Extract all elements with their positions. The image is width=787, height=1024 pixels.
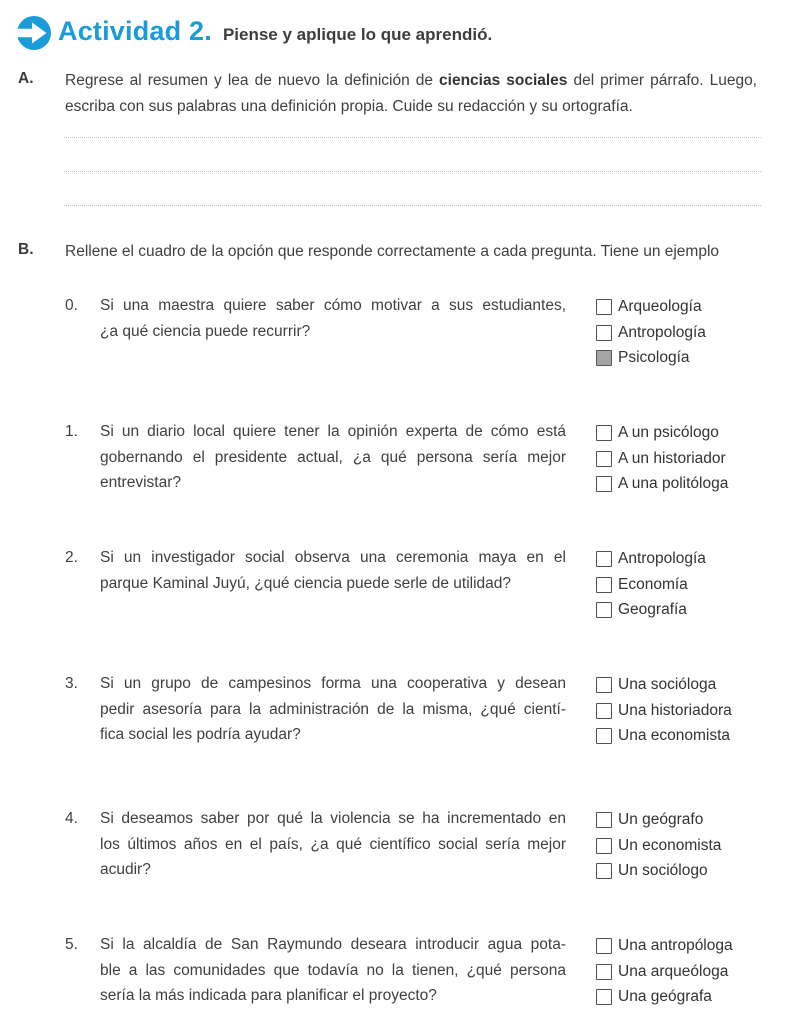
- checkbox-icon[interactable]: [596, 677, 612, 693]
- option-label: Una economista: [618, 727, 731, 745]
- answer-line[interactable]: [64, 171, 761, 172]
- section-a-line-2: escriba con sus palabras una definición propia. Cuide su redacción y su ortografía.: [65, 97, 633, 115]
- question-number: 1.: [65, 423, 78, 440]
- question-text: Si una maestra quiere saber cómo motivar a sus estudiantes, ¿a qué ciencia puede recurrir?: [100, 297, 566, 340]
- option-row: [596, 446, 728, 472]
- bold-term: ciencias sociales: [439, 72, 568, 89]
- question-text: Si un grupo de campesinos forma una cooperativa y desean pedir asesoría para la administración de la misma, ¿qué cientí- fica social les podría ayudar?: [100, 675, 566, 743]
- options-list: [596, 546, 706, 623]
- option-label: Una arqueóloga: [618, 962, 729, 980]
- checkbox-icon[interactable]: [596, 863, 612, 879]
- checkbox-icon[interactable]: [596, 350, 612, 366]
- checkbox-icon[interactable]: [596, 577, 612, 593]
- answer-line[interactable]: [64, 205, 761, 206]
- option-row: [596, 698, 732, 724]
- checkbox-icon[interactable]: [596, 938, 612, 954]
- question-text: Si la alcaldía de San Raymundo deseara introducir agua pota- ble a las comunidades que todavía no la tienen, ¿qué persona sería la más indicada para planificar el proyecto?: [100, 936, 566, 1004]
- question-number: 0.: [65, 297, 78, 314]
- section-b-instruction: Rellene el cuadro de la opción que responde correctamente a cada pregunta. Tiene un ejemplo: [65, 243, 720, 260]
- checkbox-icon[interactable]: [596, 703, 612, 719]
- option-row: [596, 597, 706, 623]
- checkbox-icon[interactable]: [596, 425, 612, 441]
- option-label: Un geógrafo: [618, 810, 704, 828]
- option-row: [596, 723, 732, 749]
- question-number: 2.: [65, 549, 78, 566]
- option-row: [596, 984, 733, 1010]
- option-row: [596, 672, 732, 698]
- checkbox-icon[interactable]: [596, 812, 612, 828]
- section-b-label: B.: [18, 241, 34, 258]
- checkbox-icon[interactable]: [596, 838, 612, 854]
- option-row: [596, 420, 728, 446]
- checkbox-icon[interactable]: [596, 551, 612, 567]
- options-list: [596, 807, 721, 884]
- question-text: Si deseamos saber por qué la violencia se ha incrementado en los últimos años en el país, ¿a qué científico social sería mejor acudir?: [100, 810, 566, 878]
- checkbox-icon[interactable]: [596, 989, 612, 1005]
- option-label: Antropología: [618, 549, 706, 567]
- question-number: 5.: [65, 936, 78, 953]
- option-label: A un psicólogo: [618, 423, 719, 441]
- checkbox-icon[interactable]: [596, 299, 612, 315]
- checkbox-icon[interactable]: [596, 964, 612, 980]
- option-label: Un economista: [618, 836, 722, 854]
- activity-title: Actividad 2.: [58, 16, 212, 46]
- option-label: Una historiadora: [618, 701, 732, 719]
- option-row: [596, 546, 706, 572]
- option-label: Geografía: [618, 601, 687, 619]
- option-label: Psicología: [618, 349, 690, 367]
- options-list: [596, 672, 732, 749]
- option-row: [596, 833, 721, 859]
- checkbox-icon[interactable]: [596, 602, 612, 618]
- option-row: [596, 345, 706, 371]
- option-label: Una geógrafa: [618, 988, 712, 1006]
- activity-header: [17, 16, 492, 50]
- section-a-label: A.: [18, 70, 34, 87]
- option-row: [596, 471, 728, 497]
- checkbox-icon[interactable]: [596, 451, 612, 467]
- option-row: [596, 807, 721, 833]
- checkbox-icon[interactable]: [596, 728, 612, 744]
- option-label: Un sociólogo: [618, 862, 708, 880]
- question-number: 4.: [65, 810, 78, 827]
- question-number: 3.: [65, 675, 78, 692]
- section-a-paragraph: [65, 68, 757, 119]
- activity-subtitle: Piense y aplique lo que aprendió.: [222, 25, 493, 44]
- option-row: [596, 294, 706, 320]
- options-list: [596, 420, 728, 497]
- option-label: Economía: [618, 575, 688, 593]
- option-row: [596, 320, 706, 346]
- option-row: [596, 933, 733, 959]
- option-label: Una antropóloga: [618, 936, 733, 954]
- option-label: A una politóloga: [618, 475, 729, 493]
- options-list: [596, 294, 706, 371]
- option-label: Arqueología: [618, 297, 702, 315]
- circle-arrow-right-icon: [17, 16, 51, 50]
- option-label: Antropología: [618, 323, 706, 341]
- question-text: Si un diario local quiere tener la opinión experta de cómo está gobernando el presidente actual, ¿a qué persona sería mejor entrevistar?: [100, 423, 566, 491]
- option-row: [596, 572, 706, 598]
- answer-line[interactable]: [64, 137, 761, 138]
- options-list: [596, 933, 733, 1010]
- option-label: A un historiador: [618, 449, 726, 467]
- option-label: Una socióloga: [618, 675, 717, 693]
- question-text: Si un investigador social observa una ceremonia maya en el parque Kaminal Juyú, ¿qué ciencia puede serle de utilidad?: [100, 549, 566, 592]
- option-row: [596, 959, 733, 985]
- section-a-line-1: Regrese al resumen y lea de nuevo la definición de ciencias sociales del primer párrafo. Luego,: [65, 72, 757, 89]
- option-row: [596, 858, 721, 884]
- checkbox-icon[interactable]: [596, 476, 612, 492]
- checkbox-icon[interactable]: [596, 325, 612, 341]
